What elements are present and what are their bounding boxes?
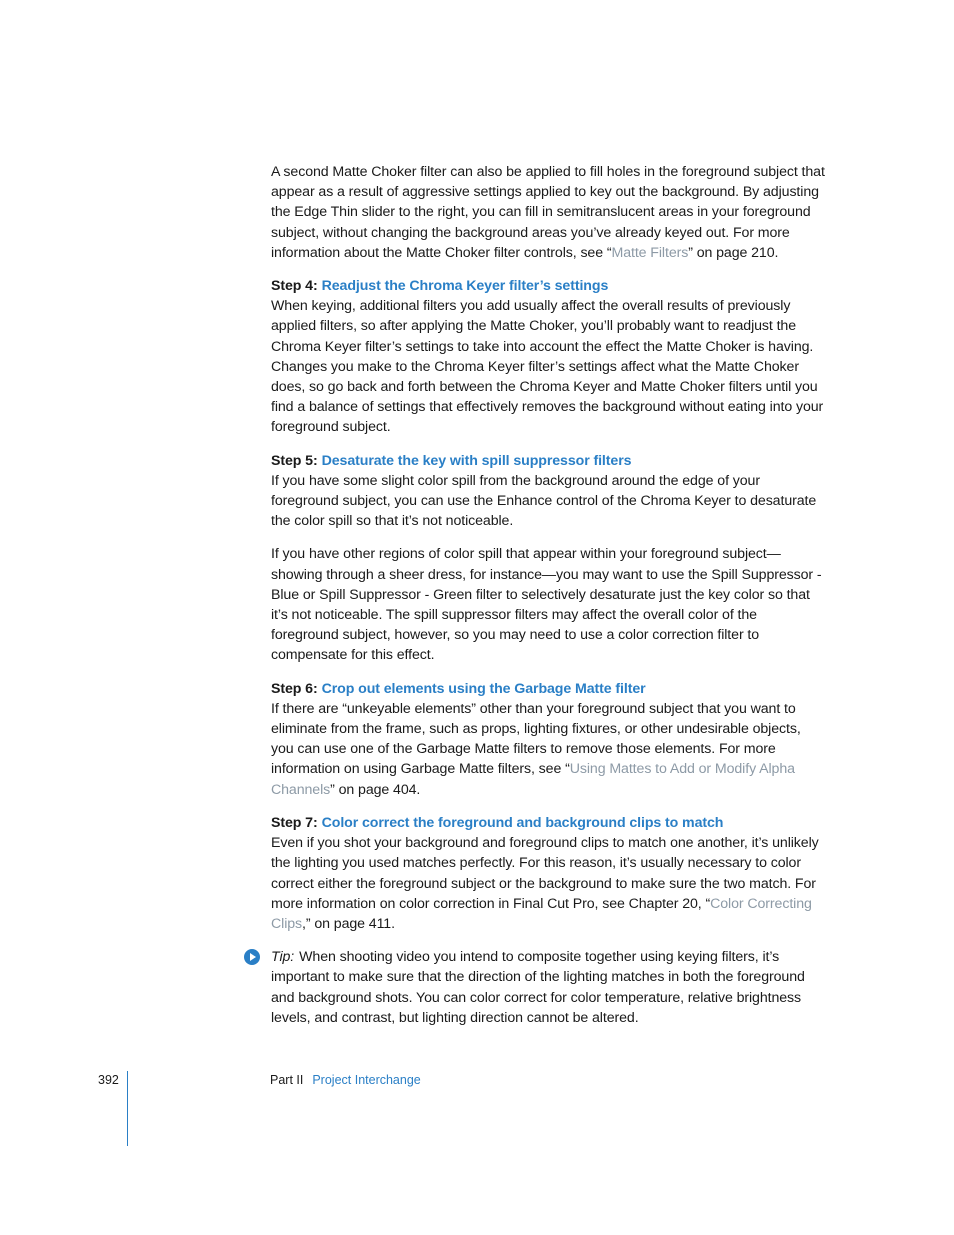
step-5-title: Desaturate the key with spill suppressor filters: [321, 452, 632, 469]
step-6-number: Step 6:: [271, 680, 318, 697]
intro-text: A second Matte Choker filter can also be applied to fill holes in the foreground subject that appear as a result of aggressive settings applied to key out the background. By adjusting the Edge Thin slider to the right, you can fill in semitranslucent areas in your foreground subject, without changing the background areas you’ve already keyed out. For more information about the Matte Choker filter controls, see “: [271, 164, 825, 261]
step-5-body-1: If you have some slight color spill from the background around the edge of your foreground subject, you can use the Enhance control of the Chroma Keyer to desaturate the color spill so that it’s not noticeable.: [271, 472, 817, 530]
step-6-title: Crop out elements using the Garbage Matte filter: [321, 680, 646, 697]
xref-matte-filters[interactable]: Matte Filters: [611, 244, 689, 261]
part-label: Part II: [270, 1073, 304, 1087]
tip-body: When shooting video you intend to composite together using keying filters, it’s important to make sure that the direction of the lighting matches in both the foreground and background shots. You can color correct for color temperature, relative brightness levels, and contrast, but lighting direction cannot be altered.: [271, 949, 805, 1026]
page-content: [271, 162, 827, 1028]
footer-divider: [127, 1071, 128, 1146]
step-4-number: Step 4:: [271, 278, 318, 295]
page-number: 392: [98, 1073, 119, 1087]
tip-label: Tip:: [271, 949, 295, 966]
step-7-body: [271, 833, 827, 934]
step-4-body: When keying, additional filters you add usually affect the overall results of previously applied filters, so after applying the Matte Choker, you’ll probably want to readjust the Chroma Keyer filter’s settings to take into account the effect the Matte Choker is having. Changes you make to the Chroma Keyer filter’s settings affect what the Matte Choker does, so go back and forth between the Chroma Keyer and Matte Choker filters until you find a balance of settings that effectively removes the background without eating into your foreground subject.: [271, 298, 824, 436]
step-7-text: Even if you shot your background and foreground clips to match one another, it’s unlikely the lighting you used matches perfectly. For this reason, it’s usually necessary to color correct either the foreground subject or the background to make sure the two match. For more information on color correction in Final Cut Pro, see Chapter 20, “: [271, 835, 819, 912]
step-6-heading: [271, 679, 827, 699]
step-5-heading: [271, 451, 827, 471]
step-6-text: If there are “unkeyable elements” other than your foreground subject that you want to eliminate from the frame, such as props, lighting fixtures, or other undesirable objects, you can use one of the Garbage Matte filters to remove those elements. For more information on using Garbage Matte filters, see “: [271, 700, 801, 778]
step-7-text-end: ,” on page 411.: [302, 915, 395, 932]
step-4-heading: [271, 276, 827, 296]
footer-part: [270, 1073, 421, 1087]
step-5-number: Step 5:: [271, 452, 318, 469]
step-4-title: Readjust the Chroma Keyer filter’s settings: [321, 278, 609, 295]
step-5-body-2: If you have other regions of color spill that appear within your foreground subject—showing through a sheer dress, for instance—you may want to use the Spill Suppressor - Blue or Spill Suppressor - Green filter to selectively desaturate just the key color so that it’s not noticeable. The spill suppressor filters may affect the overall color of the foreground subject, however, so you may need to use a color correction filter to compensate for this effect.: [271, 546, 822, 664]
tip-arrow-icon: [244, 949, 260, 965]
step-6-body: [271, 699, 827, 800]
step-7-title: Color correct the foreground and background clips to match: [321, 814, 724, 831]
xref-color-correcting-clips[interactable]: Color Correcting Clips: [271, 895, 812, 932]
step-6-text-end: ” on page 404.: [330, 781, 421, 798]
intro-text-end: ” on page 210.: [688, 244, 779, 261]
xref-using-mattes[interactable]: Using Mattes to Add or Modify Alpha Channels: [271, 761, 795, 798]
tip-paragraph: [271, 947, 827, 1028]
intro-paragraph: [271, 162, 827, 263]
part-title-link[interactable]: Project Interchange: [312, 1073, 421, 1087]
step-7-heading: [271, 813, 827, 833]
step-7-number: Step 7:: [271, 814, 318, 831]
